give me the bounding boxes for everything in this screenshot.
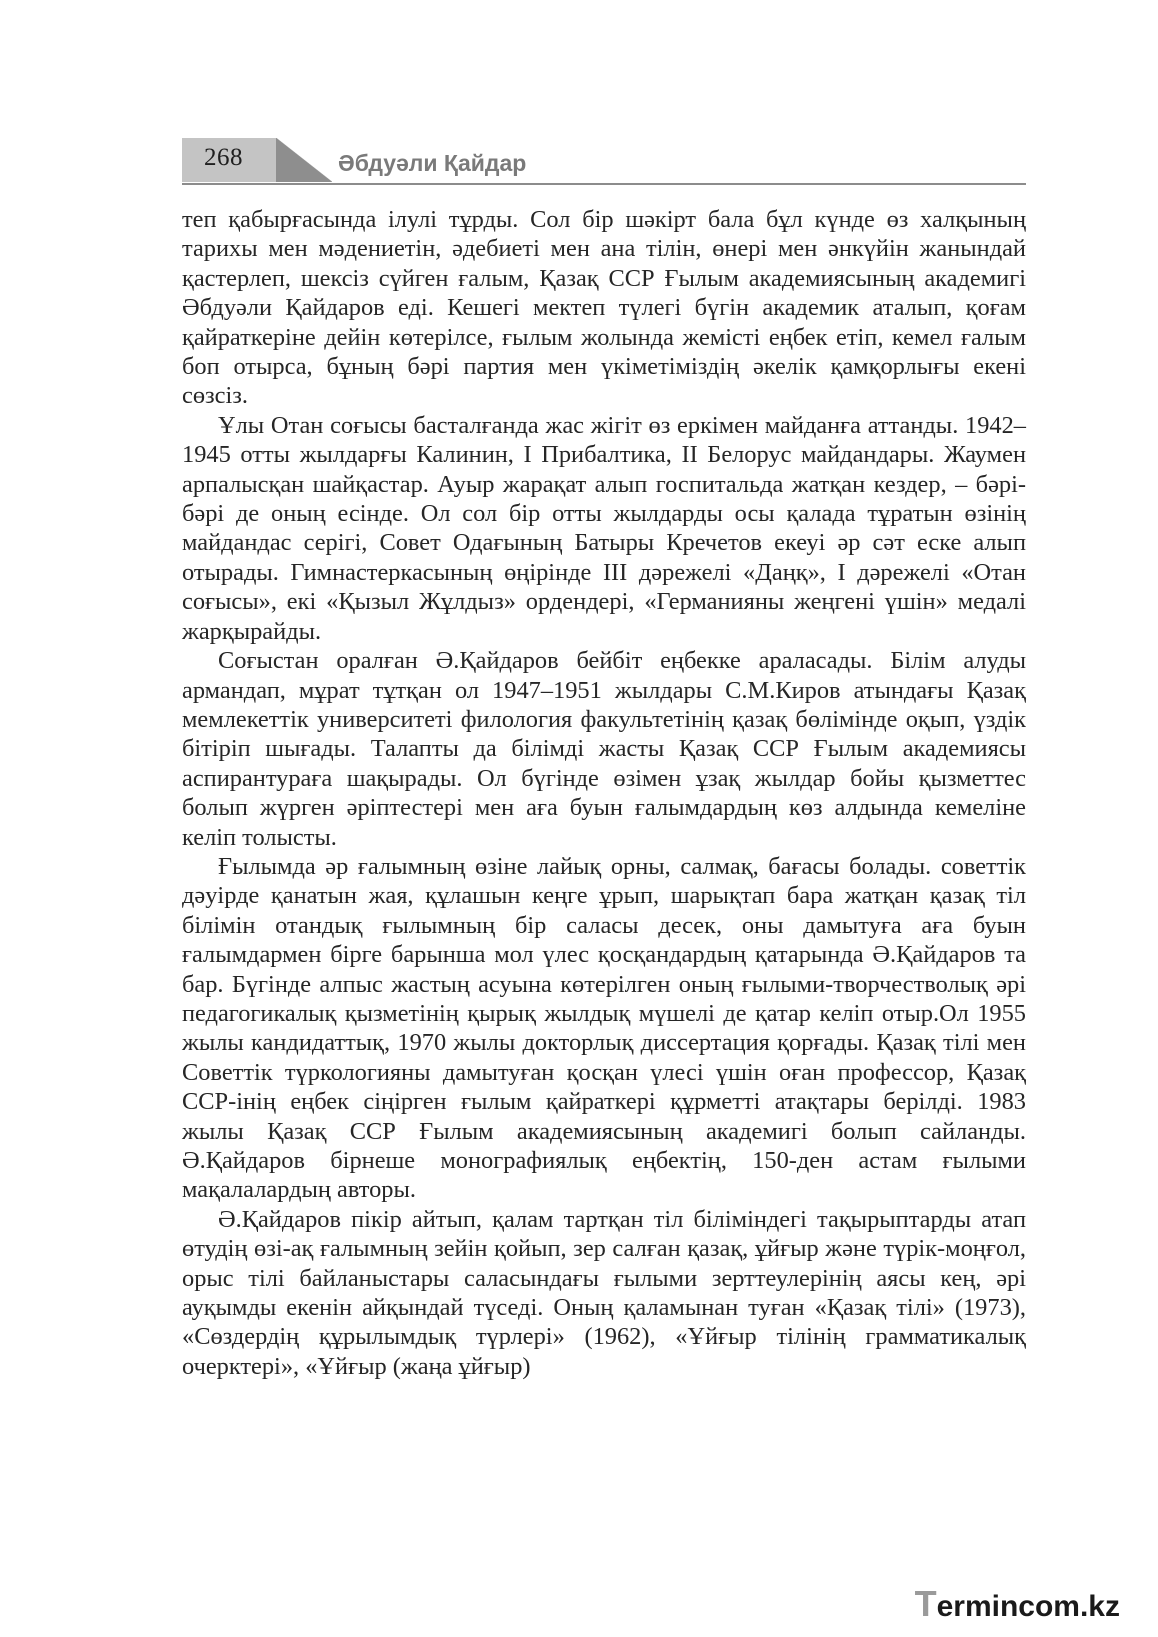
- page-number: 268: [204, 144, 243, 171]
- page-number-tab: [182, 138, 276, 182]
- paragraph: Ғылымда әр ғалымның өзіне лайық орны, салмақ, бағасы болады. советтік дәуірде қанатын жая, құлашын кеңге ұрып, шарықтап бара жатқан қазақ тіл білімін отандық ғылымның бір саласы десек, оны дамытуға аға буын ғалымдармен бірге барынша мол үлес қосқандардың қатарында Ә.Қайдаров та бар. Бүгінде алпыс жастың асуына көтерілген оның ғылыми-творчестволық әрі педагогикалық қызметінің қырық жылдық мүшелі де қатар келіп отыр.Ол 1955 жылы кандидаттық, 1970 жылы докторлық диссертация қорғады. Қазақ тілі мен Советтік түркологияны дамытуған қосқан үлесі үшін оған профессор, Қазақ ССР-інің еңбек сіңірген ғылым қайраткері құрметті атақтары берілді. 1983 жылы Қазақ ССР Ғылым академиясының академигі болып сайланды. Ә.Қайдаров бірнеше монографиялық еңбектің, 150-ден астам ғылыми мақалалардың авторы.: [182, 852, 1026, 1204]
- page-tab-decoration: [276, 138, 332, 182]
- paragraph: Ә.Қайдаров пікір айтып, қалам тартқан тіл біліміндегі тақырыптарды атап өтудің өзі-ақ ғалымның зейін қойып, зер салған қазақ, ұйғыр және түрік-моңғол, орыс тілі байланыстары саласындағы ғылыми зерттеулерінің аясы кең, әрі ауқымды екенін айқындай түседі. Оның қаламынан туған «Қазақ тілі» (1973), «Сөздердің құрылымдық түрлері» (1962), «Ұйғыр тілінің грамматикалық очерктері», «Ұйғыр (жаңа ұйғыр): [182, 1205, 1026, 1380]
- paragraph: теп қабырғасында ілулі тұрды. Сол бір шәкірт бала бұл күнде өз халқының тарихы мен мәдениетін, әдебиеті мен ана тілін, өнері мен әнкүйін жанындай қастерлеп, шексіз сүйген ғалым, Қазақ ССР Ғылым академиясының академигі Әбдуәли Қайдаров еді. Кешегі мектеп түлегі бүгін академик аталып, қоғам қайраткеріне дейін көтерілсе, ғылым жолында жемісті еңбек етіп, кемел ғалым боп отырса, бұның бәрі партия мен үкіметіміздің әкелік қамқорлығы екені сөзсіз.: [182, 206, 1026, 410]
- paragraph: Ұлы Отан соғысы басталғанда жас жігіт өз еркімен майданға аттанды. 1942–1945 отты жылдарғы Калинин, І Прибалтика, ІІ Белорус майдандары. Жаумен арпалысқан шайқастар. Ауыр жарақат алып госпитальда жатқан кездер, – бәрі-бәрі де оның есінде. Ол сол бір отты жылдарды осы қалада тұратын өзінің майдандас серігі, Совет Одағының Батыры Кречетов екеуі әр сәт еске алып отырады. Гимнастеркасының өңірінде ІІІ дәрежелі «Даңқ», І дәрежелі «Отан соғысы», екі «Қызыл Жұлдыз» ордендері, «Германияны жеңгені үшін» медалі жарқырайды.: [182, 411, 1026, 645]
- paragraph: Соғыстан оралған Ә.Қайдаров бейбіт еңбекке араласады. Білім алуды армандап, мұрат тұтқан ол 1947–1951 жылдары С.М.Киров атындағы Қазақ мемлекеттік университеті филология факультетінің қазақ бөлімінде оқып, үздік бітіріп шығады. Талапты да білімді жасты Қазақ ССР Ғылым академиясы аспирантураға шақырады. Ол бүгінде өзімен ұзақ жылдар бойы қызметтес болып жүрген әріптестері мен аға буын ғалымдардың көз алдында кемеліне келіп толысты.: [182, 647, 1026, 851]
- body-text: [182, 205, 1026, 1381]
- watermark-logo: Termincom.kz: [914, 1583, 1120, 1624]
- running-header: [182, 138, 1026, 188]
- header-rule: [182, 183, 1026, 185]
- running-title: Әбдуәли Қайдар: [338, 150, 527, 176]
